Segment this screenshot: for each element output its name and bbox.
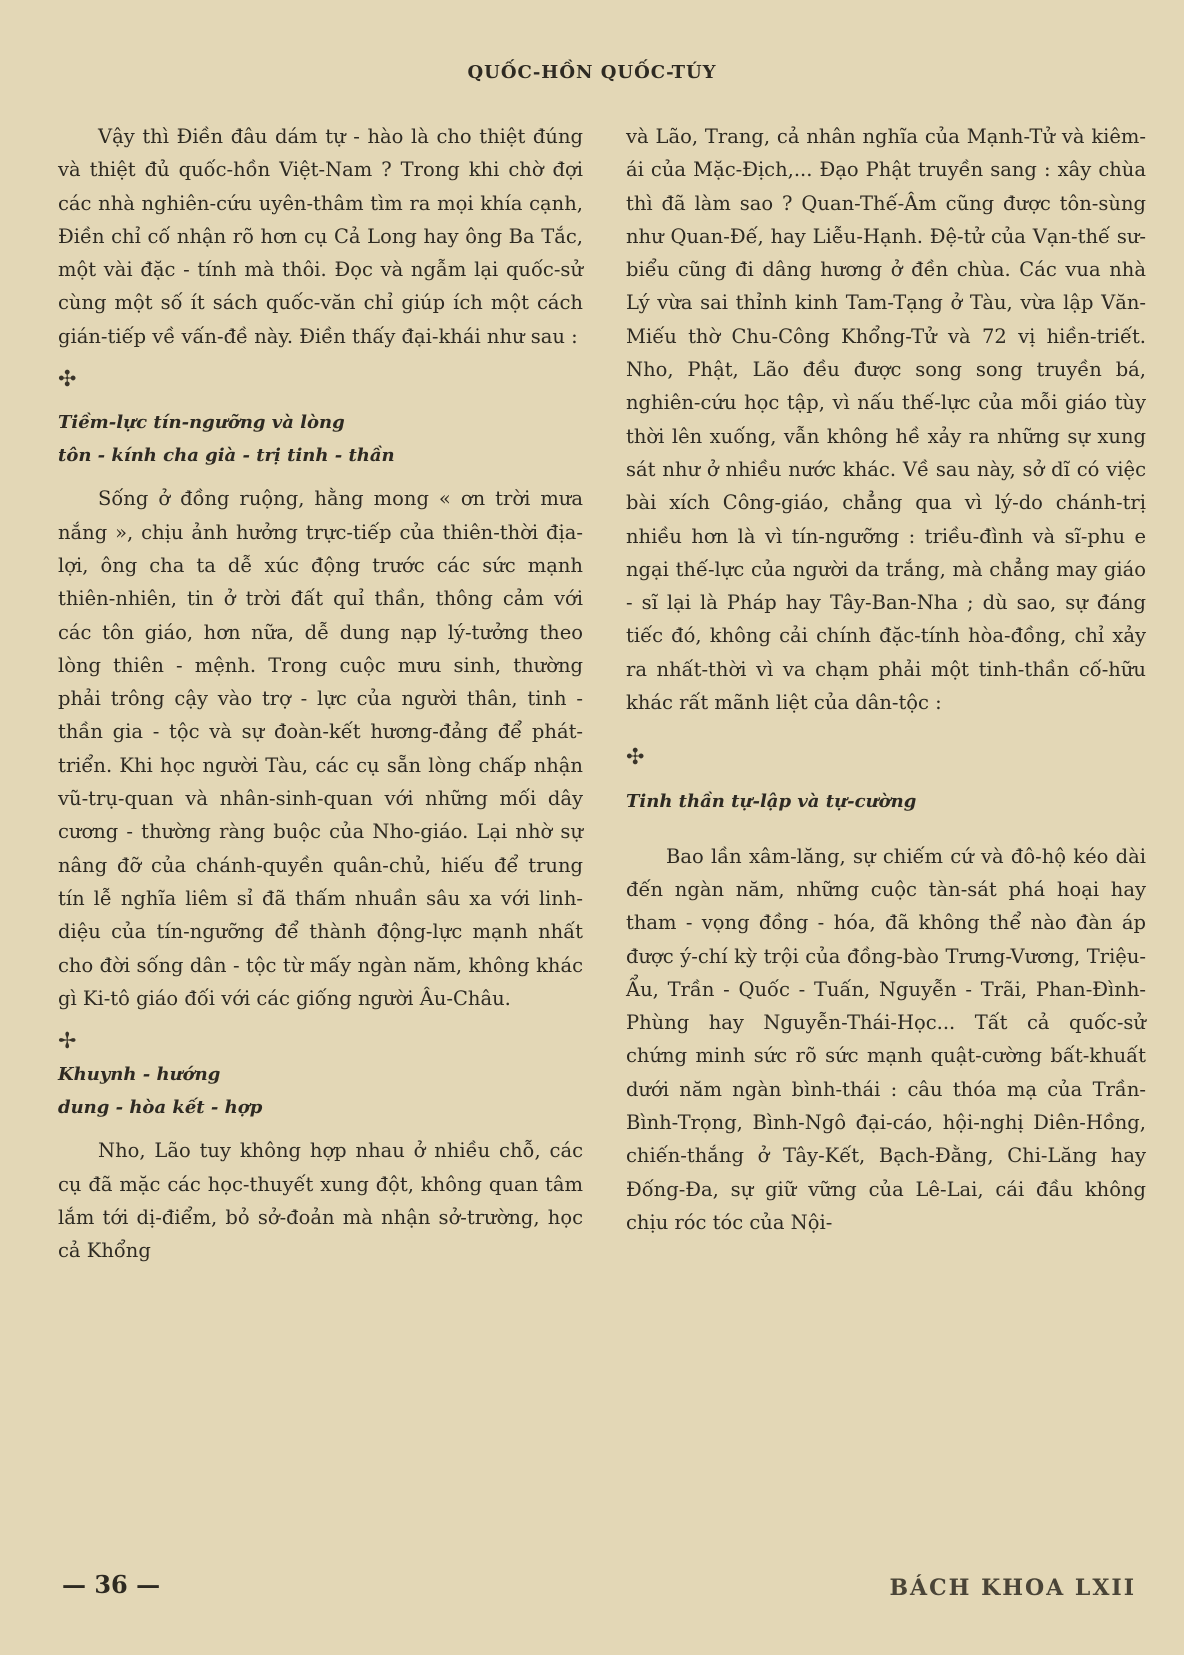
section-heading-2-line-2: dung - hòa kết - hợp xyxy=(58,1097,263,1119)
running-title: QUỐC-HỒN QUỐC-TÚY xyxy=(467,62,717,83)
right-paragraph-1: và Lão, Trang, cả nhân nghĩa của Mạnh-Tử và kiêm-ái của Mặc-Địch,... Đạo Phật truyền sang : xây chùa thì đã làm sao ? Quan-Thế-Âm cũng được tôn-sùng như Quan-Đế, hay Liễu-Hạnh. Đệ-tử của Vạn-thế sư-biểu cũng đi dâng hương ở đền chùa. Các vua nhà Lý vừa sai thỉnh kinh Tam-Tạng ở Tàu, vừa lập Văn-Miếu thờ Chu-Công Khổng-Tử và 72 vị hiền-triết. Nho, Phật, Lão đều được song song truyền bá, nghiên-cứu học tập, vì nấu thế-lực của mỗi giáo tùy thời lên xuống, vẫn không hề xảy ra những sự xung sát như ở nhiều nước khác. Về sau này, sở dĩ có việc bài xích Công-giáo, chẳng qua vì lý-do chánh-trị nhiều hơn là vì tín-ngưỡng : triều-đình và sĩ-phu e ngại thế-lực của người da trắng, mà chẳng may giáo - sĩ lại là Pháp hay Tây-Ban-Nha ; dù sao, sự đáng tiếc đó, không cải chính đặc-tính hòa-đồng, chỉ xảy ra nhất-thời vì va chạm phải một tinh-thần cố-hữu khác rất mãnh liệt của dân-tộc : xyxy=(626,125,1146,715)
right-paragraph-2: Bao lần xâm-lăng, sự chiếm cứ và đô-hộ kéo dài đến ngàn năm, những cuộc tàn-sát phá hoại hay tham - vọng đồng - hóa, đã không thể nào đàn áp được ý-chí kỳ trội của đồng-bào Trưng-Vương, Triệu-Ẩu, Trần - Quốc - Tuấn, Nguyễn - Trãi, Phan-Đình-Phùng hay Nguyễn-Thái-Học... Tất cả quốc-sử chứng minh sức rõ sức mạnh quật-cường bất-khuất dưới năm ngàn bình-thái : câu thóa mạ của Trần-Bình-Trọng, Bình-Ngô đại-cáo, hội-nghị Diên-Hồng, chiến-thắng ở Tây-Kết, Bạch-Đằng, Chi-Lăng hay Đống-Đa, sự giữ vững của Lê-Lai, cái đầu không chịu róc tóc của Nội- xyxy=(626,844,1146,1234)
left-paragraph-1: Vậy thì Điền đâu dám tự - hào là cho thiệt đúng và thiệt đủ quốc-hồn Việt-Nam ? Trong khi chờ đợi các nhà nghiên-cứu uyên-thâm tìm ra mọi khía cạnh, Điền chỉ cố nhận rõ hơn cụ Cả Long hay ông Ba Tắc, một vài đặc - tính mà thôi. Đọc và ngẫm lại quốc-sử cùng một số ít sách quốc-văn chỉ giúp ích một cách gián-tiếp về vấn-đề này. Điền thấy đại-khái như sau : xyxy=(58,125,583,348)
left-paragraph-3: Nho, Lão tuy không hợp nhau ở nhiều chỗ, các cụ đã mặc các học-thuyết xung đột, không quan tâm lắm tới dị-điểm, bỏ sở-đoản mà nhận sở-trường, học cả Khổng xyxy=(58,1139,583,1263)
section-heading-1-line-1: Tiềm-lực tín-ngưỡng và lòng xyxy=(58,412,345,434)
magazine-issue: BÁCH KHOA LXII xyxy=(889,1575,1136,1601)
section-heading-1-line-2: tôn - kính cha già - trị tinh - thần xyxy=(58,445,395,467)
section-heading-3: Tinh thần tự-lập và tự-cường xyxy=(626,790,917,812)
left-column xyxy=(58,120,583,1268)
section-heading-2-line-1: Khuynh - hướng xyxy=(58,1064,221,1086)
ornament-fleuron-icon: ✢ xyxy=(58,1029,77,1055)
ornament-star-icon: ✣ xyxy=(58,367,77,393)
page-number: — 36 — xyxy=(62,1570,161,1599)
left-paragraph-2: Sống ở đồng ruộng, hằng mong « ơn trời mưa nắng », chịu ảnh hưởng trực-tiếp của thiên-thời địa-lợi, ông cha ta dễ xúc động trước các sức mạnh thiên-nhiên, tin ở trời đất quỉ thần, thông cảm với các tôn giáo, hơn nữa, dễ dung nạp lý-tưởng theo lòng thiên - mệnh. Trong cuộc mưu sinh, thường phải trông cậy vào trợ - lực của người thân, tinh - thần gia - tộc và sự đoàn-kết hương-đảng để phát-triển. Khi học người Tàu, các cụ sẵn lòng chấp nhận vũ-trụ-quan và nhân-sinh-quan với những mối dây cương - thường ràng buộc của Nho-giáo. Lại nhờ sự nâng đỡ của chánh-quyền quân-chủ, hiếu để trung tín lễ nghĩa liêm sỉ đã thấm nhuần sâu xa với linh-diệu của tín-ngưỡng để thành động-lực mạnh nhất cho đời sống dân - tộc từ mấy ngàn năm, không khác gì Ki-tô giáo đối với các giống người Âu-Châu. xyxy=(58,487,583,1010)
right-column xyxy=(626,120,1146,1239)
ornament-star-icon: ✣ xyxy=(626,745,645,771)
